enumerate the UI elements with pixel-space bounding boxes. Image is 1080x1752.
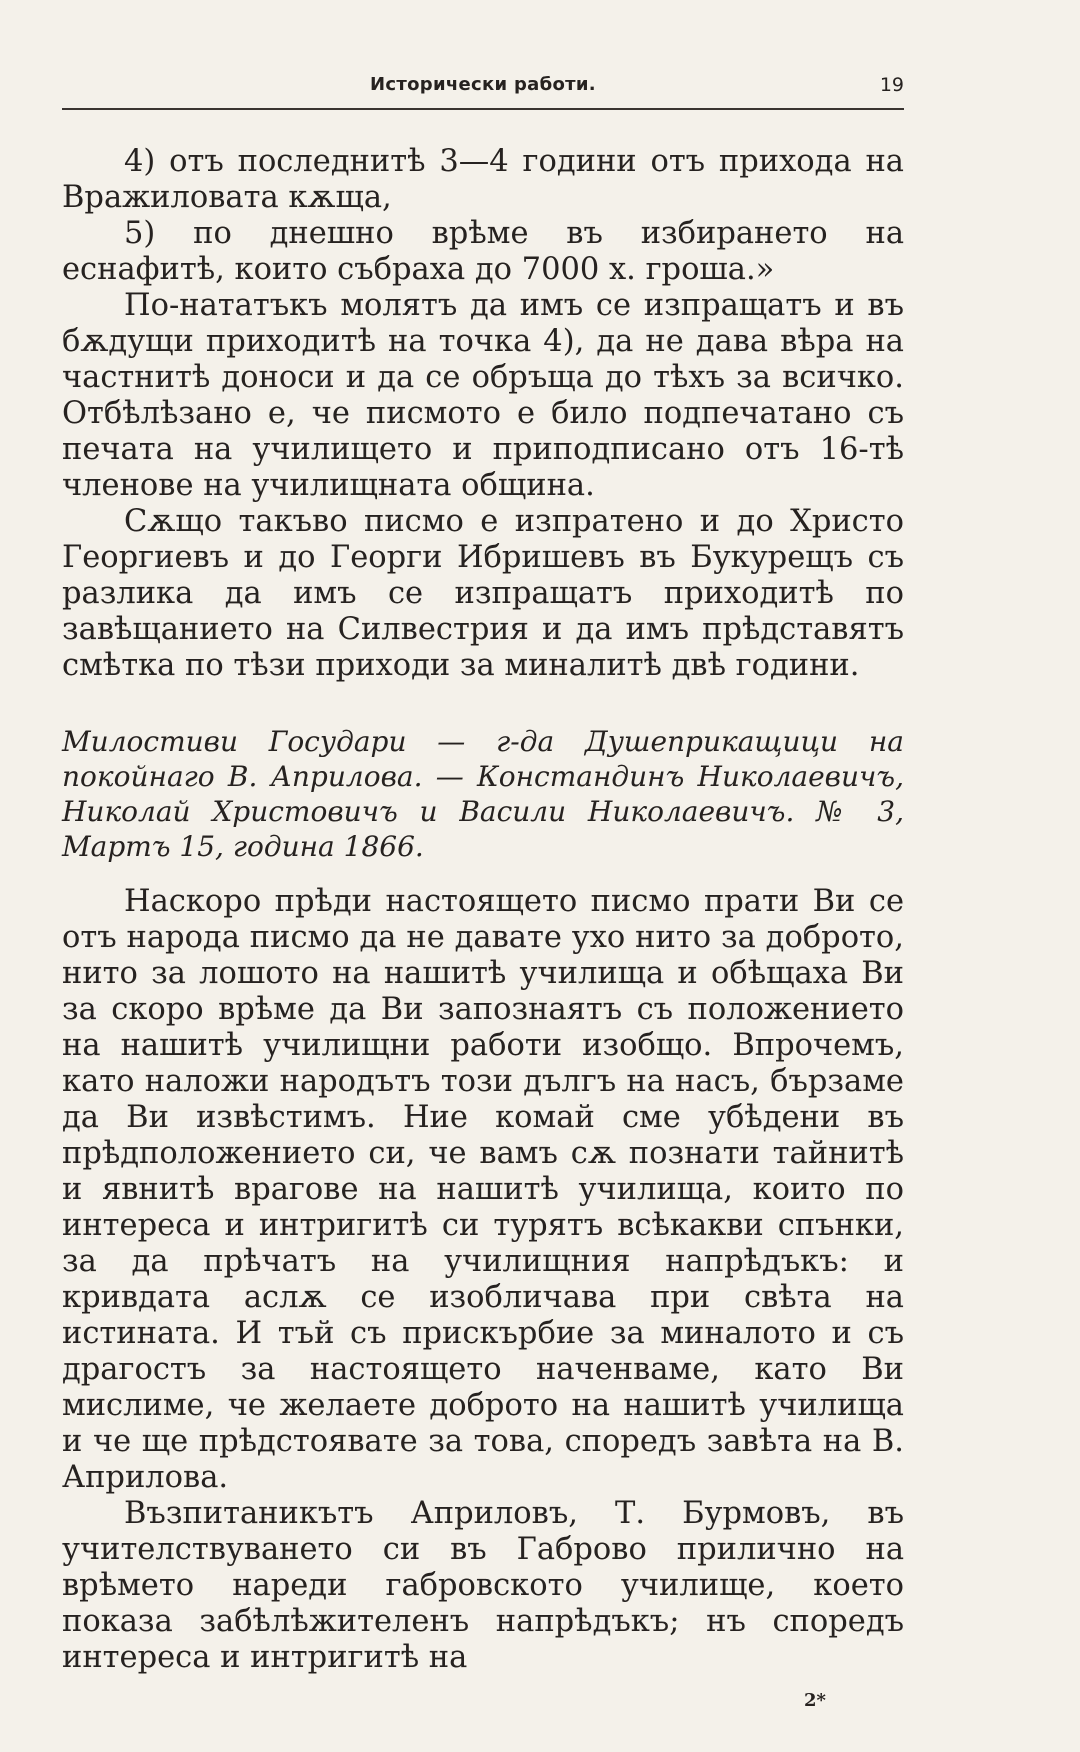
paragraph-letter-body: Наскоро прѣди настоящето писмо прати Ви се отъ народа писмо да не давате ухо нито за доброто, нито за лошото на нашитѣ училища и обѣщаха Ви за скоро врѣме да Ви запознаятъ съ положението на нашитѣ училищни работи изобщо. Впрочемъ, като наложи народътъ този дългъ на насъ, бързаме да Ви извѣстимъ. Ние комай сме убѣдени въ прѣдположението си, че вамъ сѫ познати тайнитѣ и явнитѣ врагове на нашитѣ училища, които по интереса и интригитѣ си турятъ всѣкакви спънки, за да прѣчатъ на училищния напрѣдъкъ: и кривдата аслѫ се изобличава при свѣта на истината. И тъй съ прискърбие за миналото и съ драгостъ за настоящето начeнваме, като Ви мислиме, че желаете доброто на нашитѣ училища и че ще прѣдстоявате за това, споредъ завѣта на В. Априлова. — [62, 884, 904, 1495]
page-number: 19 — [879, 74, 904, 96]
paragraph-burmov: Възпитаникътъ Априловъ, Т. Бурмовъ, въ учителствуването си въ Габрово прилично на врѣмето нареди габровското училище, което показа забѣлѣжителенъ напрѣдъкъ; нъ споредъ интереса и интригитѣ на — [62, 1496, 904, 1675]
header-rule — [62, 108, 904, 110]
paragraph-item-5: 5) по днешно врѣме въ избирането на еснафитѣ, които събраха до 7000 х. гроша.» — [62, 216, 904, 287]
letter-salutation: Милостиви Государи — г-да Душеприкащици на покойнаго В. Априлова. — Констандинъ Николаевичъ, Николай Христовичъ и Васили Николаевичъ. № 3, Мартъ 15, година 1866. — [62, 725, 904, 863]
running-title: Исторически работи. — [370, 74, 596, 95]
text-block-lower — [62, 884, 904, 1676]
signature-mark: 2* — [804, 1690, 826, 1711]
letter-heading — [62, 724, 904, 864]
text-block-upper — [62, 144, 904, 684]
paragraph-same-letter: Сѫщо такъво писмо е изпратено и до Христо Георгиевъ и до Георги Ибришевъ въ Букурещъ съ разлика да имъ се изпращатъ приходитѣ по завѣщанието на Силвестрия и да имъ прѣдставятъ смѣтка по тѣзи приходи за миналитѣ двѣ години. — [62, 504, 904, 683]
paragraph-request: По-нататъкъ молятъ да имъ се изпращатъ и въ бѫдущи приходитѣ на точка 4), да не дава вѣра на частнитѣ доноси и да се обръща до тѣхъ за всичко. Отбѣлѣзано е, че писмото е било подпечатано съ печата на училището и приподписано отъ 16-тѣ членове на училищната община. — [62, 288, 904, 503]
paragraph-item-4: 4) отъ последнитѣ 3—4 години отъ прихода на Вражиловата кѫща, — [62, 144, 904, 215]
running-head — [62, 74, 904, 114]
